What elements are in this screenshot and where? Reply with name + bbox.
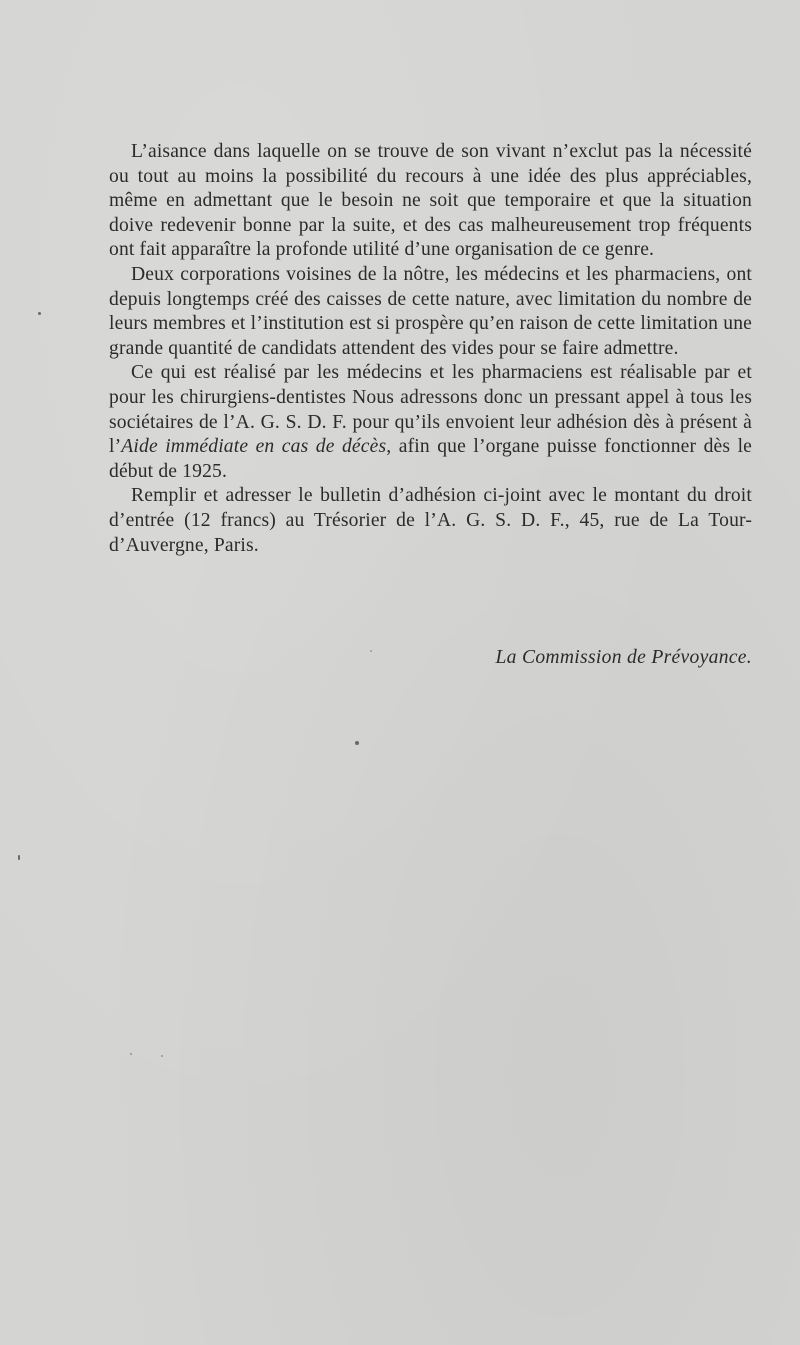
signature: La Commission de Prévoyance. xyxy=(495,647,752,668)
scan-speck xyxy=(38,312,41,315)
scan-speck xyxy=(355,741,359,745)
scan-speck xyxy=(161,1055,163,1057)
paragraph-aisance: L’aisance dans laquelle on se trouve de son vivant n’exclut pas la nécessité ou tout au moins la possibilité du recours à une idée des plus appréciables, même en admettant que le besoin ne soit que temporaire et que la situation doive redevenir bonne par la suite, et des cas malheureusement trop fréquents ont fait apparaître la profonde utilité d’une organisation de ce genre. xyxy=(109,141,752,261)
paragraph-appel-start: Ce qui est réalisé par les médecins et les pharmaciens est réalisable par et pour les chirurgiens-dentistes Nous adressons donc un pressant appel à tous les sociétaires de l’A. G. S. D. F. pour qu’ils envoient leur adhésion dès à présent à l’ xyxy=(109,362,752,458)
scan-speck xyxy=(18,855,20,860)
paragraph-corporations: Deux corporations voisines de la nôtre, les médecins et les pharmaciens, ont depuis longtemps créé des caisses de cette nature, avec limitation du nombre de leurs membres et l’institution est si prospère qu’en raison de cette limitation une grande quantité de candidats attendent des vides pour se faire admettre. xyxy=(109,263,752,359)
body-text xyxy=(109,140,752,558)
scan-speck xyxy=(370,650,372,652)
paragraph-remplir: Remplir et adresser le bulletin d’adhésion ci-joint avec le montant du droit d’entrée (12 francs) au Trésorier de l’A. G. S. D. F., 45, rue de La Tour-d’Auvergne, Paris. xyxy=(109,485,752,556)
paragraph-appel xyxy=(109,361,752,484)
paragraph-appel-end: , afin que l’organe puisse fonctionner dès le début de 1925. xyxy=(109,436,753,482)
scan-speck xyxy=(130,1053,132,1055)
aide-immediate-title: Aide immédiate en cas de décès xyxy=(121,436,387,458)
